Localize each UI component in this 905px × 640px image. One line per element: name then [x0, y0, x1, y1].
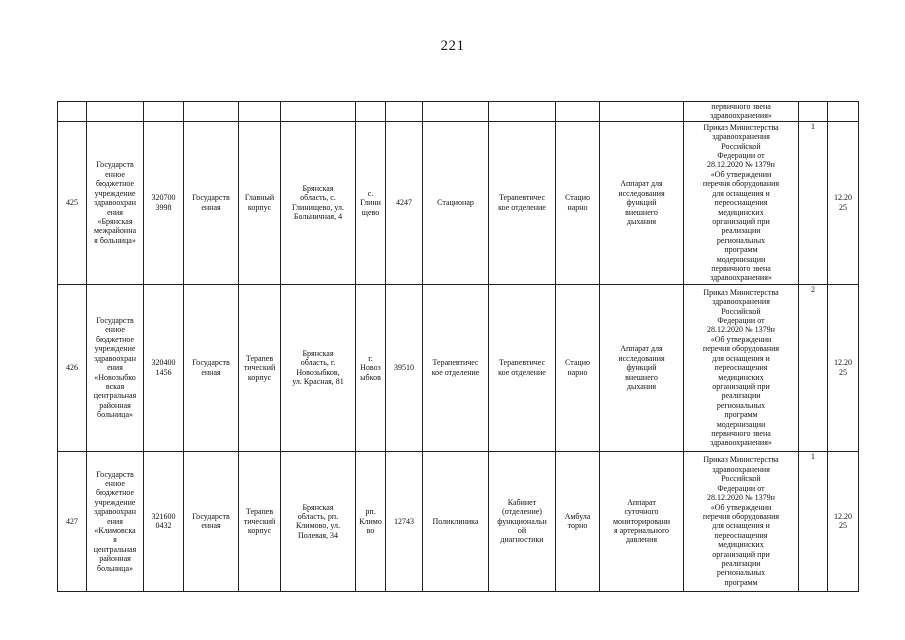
- cell-line: Глини: [360, 198, 381, 208]
- cell-line: программ: [724, 410, 758, 420]
- cell-line: 1: [811, 451, 815, 461]
- cell-care-mode: [556, 451, 600, 591]
- cell-deadline: [828, 451, 859, 591]
- cell-legal-basis: [684, 284, 799, 451]
- cell-line: модернизации: [716, 419, 766, 429]
- cell-line: Российской: [721, 306, 761, 316]
- cell-code-number: [386, 102, 423, 122]
- cell-line: реализации: [721, 558, 761, 568]
- cell-line: больница»: [97, 563, 133, 573]
- cell-line: здравоохран: [94, 507, 136, 517]
- cell-organization-name: [87, 451, 144, 591]
- cell-code-number: [386, 284, 423, 451]
- cell-address: [281, 102, 356, 122]
- cell-line: 1456: [155, 367, 172, 377]
- cell-line: здравоохран: [94, 198, 136, 208]
- cell-line: енное: [105, 169, 125, 179]
- cell-line: ул. Красная, 81: [292, 377, 344, 387]
- cell-line: Кабинет: [507, 497, 537, 507]
- cell-line: тический: [243, 516, 276, 526]
- cell-line: здравоохран: [94, 353, 136, 363]
- cell-line: перечня оборудования: [702, 344, 780, 354]
- cell-line: Государств: [96, 160, 134, 170]
- cell-locality: [356, 102, 386, 122]
- cell-line: торно: [567, 521, 588, 531]
- cell-quantity: [799, 451, 828, 591]
- cell-line: Больничная, 4: [293, 212, 343, 222]
- cell-line: бюджетное: [95, 334, 135, 344]
- cell-line: межрайонна: [93, 226, 137, 236]
- cell-line: ения: [107, 363, 123, 373]
- cell-line: нарно: [567, 367, 588, 377]
- cell-organization-name: [87, 284, 144, 451]
- equipment-register-table: [57, 101, 859, 592]
- cell-locality: [356, 284, 386, 451]
- cell-line: 1: [811, 121, 815, 131]
- cell-line: 25: [839, 367, 847, 377]
- cell-care-mode: [556, 102, 600, 122]
- cell-line: модернизации: [716, 254, 766, 264]
- cell-line: 28.12.2020 № 1379н: [707, 493, 775, 503]
- page-number: 221: [440, 38, 465, 54]
- cell-line: нарно: [567, 202, 588, 212]
- cell-line: программ: [724, 245, 758, 255]
- cell-line: центральная: [93, 391, 137, 401]
- cell-line: Брянская: [302, 502, 334, 512]
- cell-line: больница»: [97, 410, 133, 420]
- cell-line: кое отделение: [498, 202, 546, 212]
- cell-line: область, г.: [300, 358, 336, 368]
- cell-line: корпус: [247, 202, 272, 212]
- cell-line: Приказ Министерства: [703, 122, 779, 132]
- cell-line: Полевая, 34: [297, 530, 339, 540]
- cell-line: «Брянская: [97, 216, 133, 226]
- cell-quantity: [799, 284, 828, 451]
- cell-line: переоснащения: [714, 363, 768, 373]
- cell-line: щево: [361, 207, 380, 217]
- cell-line: «Об утверждении: [710, 169, 772, 179]
- cell-line: Приказ Министерства: [703, 287, 779, 297]
- cell-unit-type: [423, 451, 489, 591]
- cell-line: Брянская: [302, 349, 334, 358]
- cell-deadline: [828, 284, 859, 451]
- cell-line: г.: [368, 353, 373, 363]
- cell-line: Терапевтичес: [432, 358, 479, 368]
- cell-equipment-name: [600, 102, 684, 122]
- cell-line: диагностики: [500, 535, 544, 545]
- cell-line: Брянская: [302, 184, 334, 193]
- cell-line: Поликлиника: [432, 516, 479, 526]
- cell-quantity: [799, 121, 828, 284]
- cell-building: [239, 284, 281, 451]
- cell-line: внешнего: [625, 372, 658, 382]
- cell-line: Терапев: [245, 353, 274, 363]
- cell-line: центральная: [93, 544, 137, 554]
- cell-quantity: [799, 102, 828, 122]
- cell-line: функций: [626, 198, 657, 208]
- cell-line: учреждение: [94, 344, 136, 354]
- cell-line: переоснащения: [714, 530, 768, 540]
- cell-line: Амбула: [564, 511, 591, 521]
- cell-line: здравоохранения: [712, 132, 770, 142]
- cell-line: кое отделение: [498, 367, 546, 377]
- cell-line: здравоохранения»: [710, 438, 772, 448]
- cell-line: бюджетное: [95, 179, 135, 189]
- cell-line: Стационар: [437, 198, 474, 208]
- cell-line: исследования: [618, 188, 665, 198]
- cell-line: давления: [625, 535, 658, 545]
- cell-line: Аппарат для: [620, 179, 663, 189]
- cell-line: «Об утверждении: [710, 502, 772, 512]
- cell-legal-basis: [684, 102, 799, 122]
- cell-line: Российской: [721, 141, 761, 151]
- cell-line: Климово, ул.: [295, 521, 341, 531]
- table-row: [58, 451, 859, 591]
- cell-line: ыбков: [360, 372, 381, 382]
- cell-legal-basis: [684, 451, 799, 591]
- cell-line: районная: [99, 554, 131, 564]
- cell-code-number: [386, 451, 423, 591]
- cell-line: Терапевтичес: [498, 193, 546, 203]
- cell-line: бюджетное: [95, 488, 135, 498]
- cell-line: перечня оборудования: [702, 511, 780, 521]
- cell-org-code: [144, 451, 184, 591]
- cell-line: енная: [201, 202, 221, 212]
- cell-line: енная: [201, 521, 221, 531]
- cell-line: 425: [66, 198, 78, 208]
- cell-deadline: [828, 121, 859, 284]
- cell-line: енное: [105, 478, 125, 488]
- cell-line: медицинских: [718, 207, 764, 217]
- cell-line: Климо: [359, 516, 382, 526]
- cell-building: [239, 121, 281, 284]
- cell-line: организаций при: [712, 216, 770, 226]
- cell-line: область, с.: [300, 193, 336, 203]
- cell-line: перечня оборудования: [702, 179, 780, 189]
- cell-line: Терапев: [245, 507, 274, 517]
- cell-ownership-form: [184, 121, 239, 284]
- cell-ownership-form: [184, 102, 239, 122]
- cell-line: «Новозыбко: [94, 372, 136, 382]
- cell-line: функций: [626, 363, 657, 373]
- cell-line: Глинищево, ул.: [292, 202, 344, 212]
- cell-line: Государств: [96, 316, 134, 326]
- cell-org-code: [144, 121, 184, 284]
- cell-line: 2: [811, 284, 815, 294]
- cell-line: во: [366, 526, 375, 536]
- cell-line: 28.12.2020 № 1379н: [707, 160, 775, 170]
- cell-legal-basis: [684, 121, 799, 284]
- cell-line: я: [113, 535, 117, 545]
- cell-locality: [356, 121, 386, 284]
- cell-address: [281, 451, 356, 591]
- cell-line: Государств: [192, 193, 230, 203]
- cell-care-mode: [556, 284, 600, 451]
- cell-address: [281, 284, 356, 451]
- cell-line: дыхания: [626, 381, 657, 391]
- cell-line: Главный: [244, 193, 275, 203]
- cell-line: 25: [839, 202, 847, 212]
- cell-line: учреждение: [94, 188, 136, 198]
- cell-line: Аппарат для: [620, 344, 663, 354]
- cell-organization-name: [87, 121, 144, 284]
- cell-row-number: [58, 121, 87, 284]
- cell-line: ения: [107, 516, 123, 526]
- cell-line: Федерации от: [717, 483, 765, 493]
- cell-line: 12.20: [834, 358, 852, 368]
- cell-org-code: [144, 284, 184, 451]
- cell-line: енное: [105, 325, 125, 335]
- cell-row-number: [58, 102, 87, 122]
- cell-line: 25: [839, 521, 847, 531]
- cell-equipment-name: [600, 284, 684, 451]
- cell-line: организаций при: [712, 549, 770, 559]
- cell-line: я больница»: [94, 235, 136, 245]
- cell-line: Федерации от: [717, 316, 765, 326]
- cell-department: [489, 121, 556, 284]
- cell-line: для оснащения и: [712, 353, 770, 363]
- cell-building: [239, 451, 281, 591]
- cell-line: ения: [107, 207, 123, 217]
- cell-address: [281, 121, 356, 284]
- cell-line: медицинских: [718, 372, 764, 382]
- cell-line: корпус: [247, 526, 272, 536]
- cell-line: организаций при: [712, 381, 770, 391]
- cell-line: исследования: [618, 353, 665, 363]
- cell-line: 320700: [151, 193, 176, 203]
- cell-row-number: [58, 284, 87, 451]
- cell-line: региональных: [716, 235, 766, 245]
- cell-line: Государств: [96, 469, 134, 479]
- cell-line: Новоз: [360, 363, 381, 373]
- cell-line: 3998: [155, 202, 172, 212]
- cell-line: учреждение: [94, 497, 136, 507]
- cell-line: Терапевтичес: [498, 358, 546, 368]
- cell-line: здравоохранения»: [710, 273, 772, 283]
- cell-line: первичного звена: [711, 263, 771, 273]
- cell-line: здравоохранения: [712, 297, 770, 307]
- cell-line: реализации: [721, 226, 761, 236]
- cell-line: Государств: [192, 358, 230, 368]
- cell-line: 39510: [394, 363, 414, 373]
- cell-department: [489, 451, 556, 591]
- cell-line: Стацио: [565, 358, 590, 368]
- cell-line: дыхания: [626, 216, 657, 226]
- cell-line: 12743: [394, 516, 414, 526]
- cell-line: 427: [66, 516, 78, 526]
- cell-line: для оснащения и: [712, 188, 770, 198]
- cell-line: Стацио: [565, 193, 590, 203]
- cell-line: с.: [367, 188, 374, 198]
- table-row-continued: [58, 102, 859, 122]
- cell-locality: [356, 451, 386, 591]
- cell-line: переоснащения: [714, 198, 768, 208]
- cell-line: (отделение): [502, 507, 542, 517]
- cell-line: 0432: [155, 521, 172, 531]
- cell-line: программ: [724, 577, 758, 587]
- cell-line: корпус: [247, 372, 272, 382]
- cell-department: [489, 284, 556, 451]
- cell-line: 12.20: [834, 511, 852, 521]
- cell-organization-name: [87, 102, 144, 122]
- cell-line: Приказ Министерства: [703, 455, 779, 465]
- cell-line: реализации: [721, 391, 761, 401]
- cell-line: енная: [201, 367, 221, 377]
- cell-line: 320400: [151, 358, 176, 368]
- cell-line: 4247: [396, 198, 412, 208]
- cell-line: ой: [517, 526, 527, 536]
- cell-line: Аппарат: [627, 497, 656, 507]
- cell-line: область, рп.: [297, 511, 339, 521]
- cell-line: внешнего: [625, 207, 658, 217]
- cell-line: мониторировани: [612, 516, 671, 526]
- cell-line: региональных: [716, 568, 766, 578]
- cell-line: кое отделение: [431, 367, 480, 377]
- cell-line: Федерации от: [717, 151, 765, 161]
- cell-line: первичного звена: [711, 428, 771, 438]
- cell-ownership-form: [184, 284, 239, 451]
- cell-unit-type: [423, 121, 489, 284]
- cell-line: я артериального: [613, 526, 670, 536]
- cell-line: Государств: [192, 511, 230, 521]
- cell-department: [489, 102, 556, 122]
- cell-line: 426: [66, 363, 78, 373]
- cell-deadline: [828, 102, 859, 122]
- table-row: [58, 121, 859, 284]
- cell-line: 28.12.2020 № 1379н: [707, 325, 775, 335]
- cell-line: 12.20: [834, 193, 852, 203]
- cell-line: «Климовска: [94, 526, 136, 536]
- cell-line: функциональн: [497, 516, 547, 526]
- cell-org-code: [144, 102, 184, 122]
- cell-equipment-name: [600, 121, 684, 284]
- table-row: [58, 284, 859, 451]
- cell-line: здравоохранения: [712, 464, 770, 474]
- cell-unit-type: [423, 102, 489, 122]
- cell-line: рп.: [365, 507, 376, 517]
- cell-building: [239, 102, 281, 122]
- cell-line: «Об утверждении: [710, 334, 772, 344]
- cell-line: первичного звена: [711, 102, 771, 111]
- cell-equipment-name: [600, 451, 684, 591]
- cell-line: вская: [105, 381, 125, 391]
- cell-line: Новозыбков,: [296, 367, 340, 377]
- cell-line: Российской: [721, 474, 761, 484]
- cell-line: региональных: [716, 400, 766, 410]
- cell-code-number: [386, 121, 423, 284]
- cell-line: здравоохранения»: [710, 111, 772, 121]
- cell-line: медицинских: [718, 540, 764, 550]
- cell-line: тический: [243, 363, 276, 373]
- cell-line: районная: [99, 400, 131, 410]
- cell-unit-type: [423, 284, 489, 451]
- cell-line: 321600: [151, 511, 176, 521]
- cell-care-mode: [556, 121, 600, 284]
- cell-row-number: [58, 451, 87, 591]
- cell-line: для оснащения и: [712, 521, 770, 531]
- cell-line: суточного: [624, 507, 659, 517]
- cell-ownership-form: [184, 451, 239, 591]
